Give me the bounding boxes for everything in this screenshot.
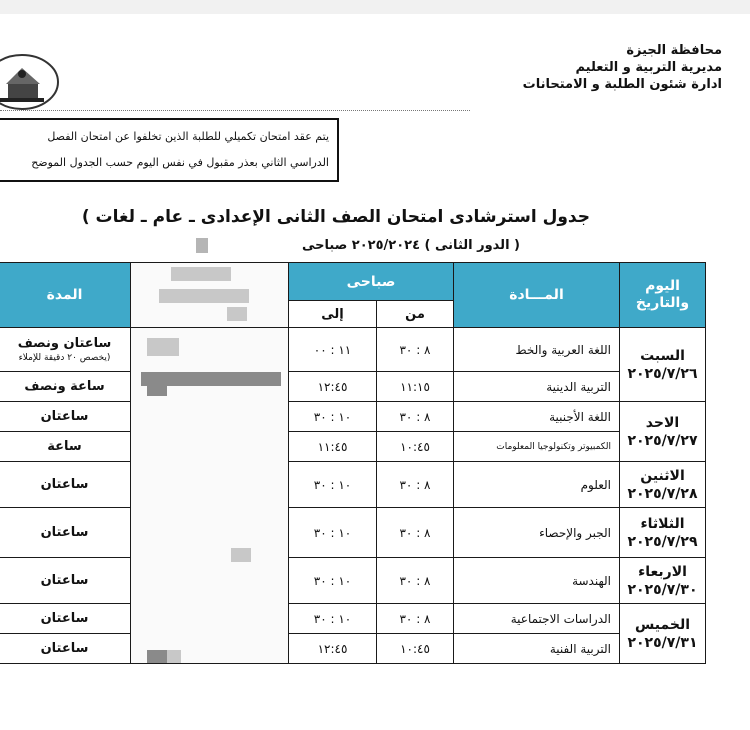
governorate-logo [0,54,64,110]
day-cell [620,604,706,664]
duration-cell: ساعة ونصف [0,372,131,402]
duration-cell: ساعتان [0,508,131,558]
subject-cell: اللغة العربية والخط [454,328,620,372]
day-name: السبت [640,347,685,364]
day-name: الثلاثاء [640,515,685,532]
redacted-column [131,328,289,664]
day-name: الاربعاء [638,563,687,580]
day-cell [620,462,706,508]
day-date: ٢٠٢٥/٧/٢٩ [627,533,698,550]
start-time: ٨ : ٣٠ [377,604,454,634]
start-time: ١٠:٤٥ [377,432,454,462]
directorate-name: مديرية التربية و التعليم [575,60,722,75]
day-date: ٢٠٢٥/٧/٣١ [627,634,698,651]
start-time: ٨ : ٣٠ [377,558,454,604]
start-time: ١٠:٤٥ [377,634,454,664]
subject-cell: الدراسات الاجتماعية [454,604,620,634]
header-subject: المـــادة [454,263,620,328]
start-time: ٨ : ٣٠ [377,462,454,508]
dotted-divider [0,104,470,111]
duration-cell: ساعتان [0,604,131,634]
header-from: من [377,301,454,328]
day-name: الخميس [634,616,691,633]
end-time: ١٢:٤٥ [289,634,377,664]
day-name: الاثنين [640,467,685,484]
end-time: ١٠ : ٣٠ [289,508,377,558]
day-cell [620,508,706,558]
header-duration: المدة [0,263,131,328]
duration-cell: ساعتان [0,402,131,432]
day-date: ٢٠٢٥/٧/٢٦ [627,365,698,382]
start-time: ١١:١٥ [377,372,454,402]
notice-line-2: الدراسي الثاني بعذر مقبول في نفس اليوم حسب الجدول الموضح [31,156,329,169]
day-name: الاحد [645,414,680,431]
duration-cell: ساعتان [0,462,131,508]
top-band [0,0,750,14]
redacted-block [196,238,208,253]
subject-cell: العلوم [454,462,620,508]
subject-cell: التربية الدينية [454,372,620,402]
header-to: إلى [289,301,377,328]
end-time: ١٢:٤٥ [289,372,377,402]
subject-cell: الكمبيوتر وتكنولوجيا المعلومات [454,432,620,462]
day-cell [620,402,706,462]
end-time: ١١:٤٥ [289,432,377,462]
end-time: ١٠ : ٣٠ [289,558,377,604]
duration-cell: ساعة [0,432,131,462]
start-time: ٨ : ٣٠ [377,402,454,432]
day-date: ٢٠٢٥/٧/٣٠ [627,581,698,598]
duration-cell: ساعتان [0,558,131,604]
exam-schedule-table [0,262,706,664]
day-date: ٢٠٢٥/٧/٢٨ [627,485,698,502]
notice-line-1: يتم عقد امتحان تكميلي للطلبة الذين تخلفوا عن امتحان الفصل [47,130,329,143]
start-time: ٨ : ٣٠ [377,508,454,558]
day-cell [620,558,706,604]
day-cell [620,328,706,402]
redacted-header [131,263,289,328]
page-subtitle: ( الدور الثانى ) ٢٠٢٥/٢٠٢٤ صباحى [301,238,520,253]
end-time: ١٠ : ٣٠ [289,462,377,508]
governorate-name: محافظة الجيزة [626,43,722,58]
end-time: ١١ : ٠٠ [289,328,377,372]
subject-cell: اللغة الأجنبية [454,402,620,432]
page-title: جدول استرشادى امتحان الصف الثانى الإعدادى ـ عام ـ لغات ) [81,207,590,227]
duration-note: (يخصص ٢٠ دقيقة للإملاء [18,353,111,363]
notice-box [0,118,339,182]
day-date: ٢٠٢٥/٧/٢٧ [627,432,698,449]
header-morning: صباحى [289,263,454,301]
duration-cell: ساعتان ونصف (يخصص ٢٠ دقيقة للإملاء [0,328,131,372]
end-time: ١٠ : ٣٠ [289,402,377,432]
start-time: ٨ : ٣٠ [377,328,454,372]
subject-cell: الهندسة [454,558,620,604]
header-day: اليوم والتاريخ [620,263,706,328]
subject-cell: التربية الفنية [454,634,620,664]
issuer-header [523,42,722,93]
department-name: ادارة شئون الطلبة و الامتحانات [522,77,722,92]
end-time: ١٠ : ٣٠ [289,604,377,634]
subject-cell: الجبر والإحصاء [454,508,620,558]
duration-cell: ساعتان [0,634,131,664]
